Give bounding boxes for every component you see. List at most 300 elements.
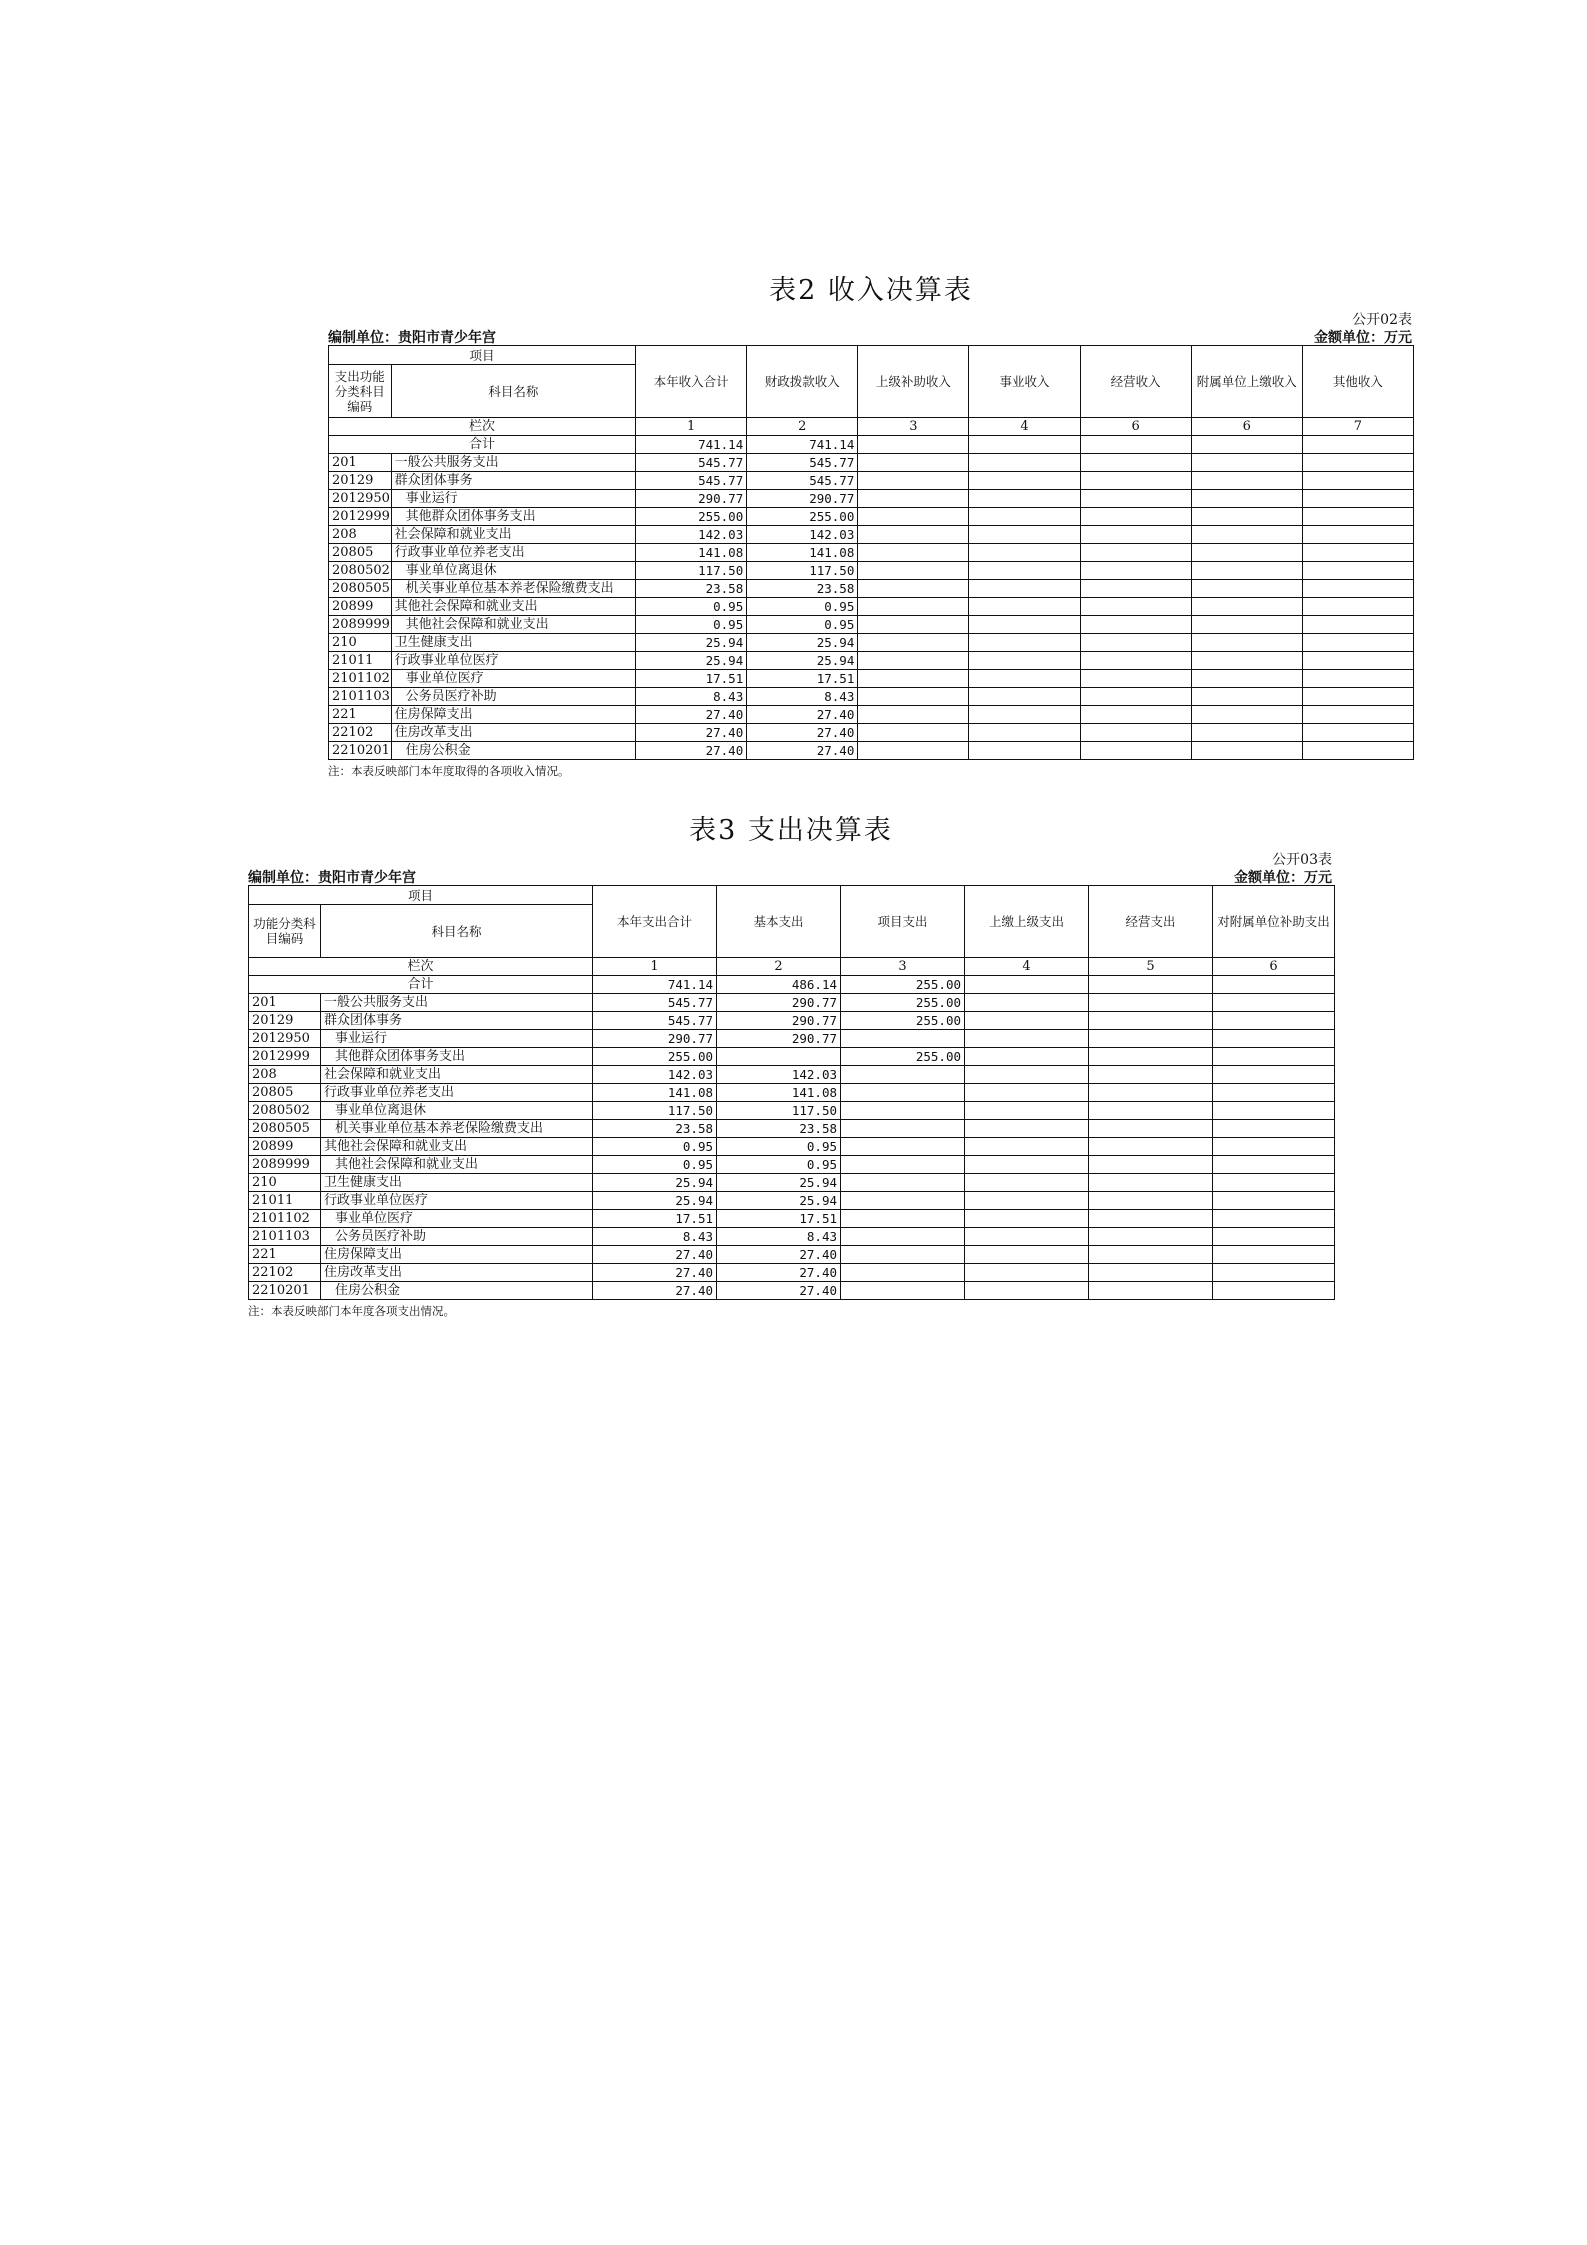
total-cell (1191, 436, 1302, 454)
amount-cell (1213, 1156, 1335, 1174)
subject-name: 事业运行 (391, 490, 635, 508)
amount-cell: 290.77 (636, 490, 747, 508)
amount-cell: 290.77 (593, 1030, 717, 1048)
amount-cell: 0.95 (717, 1138, 841, 1156)
header-code: 支出功能分类科目编码 (329, 365, 392, 418)
table3-header (249, 886, 1335, 994)
subject-code: 20899 (329, 598, 392, 616)
amount-cell: 23.58 (747, 580, 858, 598)
subject-code: 221 (329, 706, 392, 724)
table-row (329, 706, 1414, 724)
expenditure-statement-table3 (248, 808, 1334, 1319)
amount-cell (969, 616, 1080, 634)
amount-cell: 25.94 (747, 634, 858, 652)
header-col-6: 对附属单位补助支出 (1213, 886, 1335, 958)
income-statement-table2 (328, 268, 1414, 779)
subject-name: 其他群众团体事务支出 (321, 1048, 593, 1066)
col-num: 6 (1213, 958, 1335, 976)
amount-cell (1302, 616, 1413, 634)
amount-cell (1302, 454, 1413, 472)
amount-cell (858, 490, 969, 508)
total-cell: 486.14 (717, 976, 841, 994)
lanci-label: 栏次 (249, 958, 593, 976)
table-row (249, 1084, 1335, 1102)
amount-cell (1213, 1210, 1335, 1228)
subject-code: 2080502 (329, 562, 392, 580)
amount-cell: 117.50 (593, 1102, 717, 1120)
amount-cell: 255.00 (747, 508, 858, 526)
amount-cell: 0.95 (747, 598, 858, 616)
amount-cell (965, 1012, 1089, 1030)
amount-cell: 25.94 (717, 1174, 841, 1192)
subject-code: 22102 (249, 1264, 321, 1282)
subject-code: 20899 (249, 1138, 321, 1156)
total-cell (965, 976, 1089, 994)
table-row (329, 454, 1414, 472)
subject-name: 行政事业单位医疗 (391, 652, 635, 670)
subject-name: 群众团体事务 (391, 472, 635, 490)
amount-cell: 545.77 (636, 472, 747, 490)
amount-cell (858, 454, 969, 472)
subject-name: 公务员医疗补助 (391, 688, 635, 706)
table-row (329, 544, 1414, 562)
amount-cell: 25.94 (593, 1192, 717, 1210)
table-row (249, 1102, 1335, 1120)
col-num: 6 (1080, 418, 1191, 436)
header-col-3: 项目支出 (841, 886, 965, 958)
amount-cell: 0.95 (717, 1156, 841, 1174)
amount-cell (1089, 1228, 1213, 1246)
amount-cell (858, 652, 969, 670)
amount-cell (841, 1174, 965, 1192)
table-row (329, 580, 1414, 598)
amount-cell: 545.77 (747, 472, 858, 490)
amount-cell (1191, 454, 1302, 472)
subject-name: 一般公共服务支出 (321, 994, 593, 1012)
amount-cell (1213, 1084, 1335, 1102)
total-cell (1080, 436, 1191, 454)
amount-cell (858, 670, 969, 688)
header-col-6: 附属单位上缴收入 (1191, 346, 1302, 418)
amount-cell: 141.08 (636, 544, 747, 562)
amount-cell (1080, 670, 1191, 688)
table3-grid (248, 885, 1335, 1300)
amount-cell (1213, 1282, 1335, 1300)
amount-cell: 255.00 (841, 994, 965, 1012)
subject-code: 201 (249, 994, 321, 1012)
amount-cell (969, 544, 1080, 562)
amount-cell (1302, 688, 1413, 706)
amount-cell: 142.03 (636, 526, 747, 544)
amount-cell: 545.77 (747, 454, 858, 472)
amount-cell (1191, 562, 1302, 580)
subject-code: 2101103 (249, 1228, 321, 1246)
amount-cell (1089, 994, 1213, 1012)
amount-cell (841, 1030, 965, 1048)
amount-cell (1302, 706, 1413, 724)
amount-cell: 25.94 (593, 1174, 717, 1192)
amount-cell: 141.08 (593, 1084, 717, 1102)
amount-cell (969, 724, 1080, 742)
subject-name: 卫生健康支出 (321, 1174, 593, 1192)
amount-cell (1213, 1066, 1335, 1084)
subject-name: 事业单位离退休 (391, 562, 635, 580)
table-row (249, 1228, 1335, 1246)
amount-cell (1089, 1030, 1213, 1048)
subject-code: 2101102 (329, 670, 392, 688)
amount-cell (1302, 472, 1413, 490)
col-num: 5 (1089, 958, 1213, 976)
amount-cell (965, 1138, 1089, 1156)
subject-code: 2012950 (249, 1030, 321, 1048)
amount-cell: 545.77 (636, 454, 747, 472)
subject-name: 其他社会保障和就业支出 (391, 598, 635, 616)
amount-cell (1213, 1174, 1335, 1192)
amount-cell (1080, 652, 1191, 670)
header-col-3: 上级补助收入 (858, 346, 969, 418)
subject-name: 住房保障支出 (321, 1246, 593, 1264)
amount-cell (858, 580, 969, 598)
table-row (329, 508, 1414, 526)
subject-name: 行政事业单位养老支出 (321, 1084, 593, 1102)
table-row (329, 742, 1414, 760)
table3-unit: 金额单位：万元 (1234, 870, 1332, 886)
amount-cell (1080, 634, 1191, 652)
amount-cell (1213, 1228, 1335, 1246)
amount-cell (1213, 1030, 1335, 1048)
subject-name: 其他社会保障和就业支出 (391, 616, 635, 634)
table-row (249, 1030, 1335, 1048)
table-row (249, 1048, 1335, 1066)
amount-cell (1191, 652, 1302, 670)
subject-name: 住房改革支出 (391, 724, 635, 742)
amount-cell (841, 1120, 965, 1138)
amount-cell (1089, 1174, 1213, 1192)
amount-cell (1191, 724, 1302, 742)
amount-cell (1191, 508, 1302, 526)
amount-cell (1213, 994, 1335, 1012)
col-num: 3 (841, 958, 965, 976)
header-col-5: 经营支出 (1089, 886, 1213, 958)
subject-name: 其他社会保障和就业支出 (321, 1156, 593, 1174)
amount-cell (1089, 1138, 1213, 1156)
table-row (329, 688, 1414, 706)
amount-cell (1080, 742, 1191, 760)
amount-cell (841, 1156, 965, 1174)
amount-cell (969, 562, 1080, 580)
amount-cell (858, 634, 969, 652)
amount-cell (858, 472, 969, 490)
subject-code: 20129 (329, 472, 392, 490)
amount-cell (858, 688, 969, 706)
subject-code: 2080505 (329, 580, 392, 598)
amount-cell (969, 598, 1080, 616)
amount-cell: 290.77 (717, 1012, 841, 1030)
header-col-4: 事业收入 (969, 346, 1080, 418)
subject-name: 公务员医疗补助 (321, 1228, 593, 1246)
header-col-2: 基本支出 (717, 886, 841, 958)
amount-cell (1191, 616, 1302, 634)
amount-cell (1191, 688, 1302, 706)
subject-code: 208 (329, 526, 392, 544)
amount-cell: 17.51 (717, 1210, 841, 1228)
total-cell: 741.14 (747, 436, 858, 454)
amount-cell (841, 1228, 965, 1246)
amount-cell: 27.40 (636, 724, 747, 742)
amount-cell: 27.40 (747, 742, 858, 760)
total-cell (969, 436, 1080, 454)
amount-cell: 8.43 (747, 688, 858, 706)
table3-code: 公开03表 (1272, 852, 1332, 868)
total-cell (1089, 976, 1213, 994)
amount-cell: 23.58 (593, 1120, 717, 1138)
table-row (329, 724, 1414, 742)
header-col-4: 上缴上级支出 (965, 886, 1089, 958)
amount-cell (1089, 1282, 1213, 1300)
subject-name: 事业运行 (321, 1030, 593, 1048)
amount-cell (1213, 1246, 1335, 1264)
amount-cell (1302, 724, 1413, 742)
amount-cell (1089, 1264, 1213, 1282)
subject-name: 行政事业单位养老支出 (391, 544, 635, 562)
amount-cell (1302, 634, 1413, 652)
table-row (249, 1012, 1335, 1030)
amount-cell (969, 526, 1080, 544)
amount-cell (965, 1210, 1089, 1228)
table-row (249, 1120, 1335, 1138)
amount-cell: 117.50 (717, 1102, 841, 1120)
amount-cell (1213, 1138, 1335, 1156)
amount-cell (965, 994, 1089, 1012)
amount-cell: 117.50 (636, 562, 747, 580)
amount-cell (1191, 490, 1302, 508)
amount-cell (1089, 1120, 1213, 1138)
subject-name: 住房改革支出 (321, 1264, 593, 1282)
amount-cell (1191, 580, 1302, 598)
header-col-5: 经营收入 (1080, 346, 1191, 418)
amount-cell (969, 688, 1080, 706)
amount-cell (1080, 526, 1191, 544)
amount-cell (1080, 508, 1191, 526)
amount-cell (1089, 1084, 1213, 1102)
amount-cell (965, 1264, 1089, 1282)
amount-cell (841, 1066, 965, 1084)
amount-cell (841, 1264, 965, 1282)
amount-cell: 142.03 (593, 1066, 717, 1084)
amount-cell (1080, 472, 1191, 490)
amount-cell (965, 1282, 1089, 1300)
subject-name: 事业单位离退休 (321, 1102, 593, 1120)
lanci-label: 栏次 (329, 418, 636, 436)
amount-cell: 290.77 (717, 1030, 841, 1048)
table3-body (249, 994, 1335, 1300)
amount-cell (858, 544, 969, 562)
amount-cell (1191, 472, 1302, 490)
table-row (249, 1246, 1335, 1264)
amount-cell (1089, 1210, 1213, 1228)
col-num: 2 (717, 958, 841, 976)
header-project: 项目 (329, 346, 636, 365)
amount-cell (965, 1066, 1089, 1084)
amount-cell (965, 1030, 1089, 1048)
amount-cell (1080, 724, 1191, 742)
amount-cell (717, 1048, 841, 1066)
table-row (249, 1264, 1335, 1282)
subject-code: 2080505 (249, 1120, 321, 1138)
header-project: 项目 (249, 886, 593, 905)
amount-cell (858, 724, 969, 742)
amount-cell (969, 652, 1080, 670)
amount-cell (965, 1156, 1089, 1174)
amount-cell (1080, 562, 1191, 580)
table-row (249, 1192, 1335, 1210)
amount-cell: 255.00 (841, 1048, 965, 1066)
table-row (329, 526, 1414, 544)
table3-meta (248, 849, 1334, 885)
amount-cell (858, 742, 969, 760)
total-row (329, 436, 1414, 454)
amount-cell (1080, 580, 1191, 598)
amount-cell: 0.95 (636, 598, 747, 616)
amount-cell (1302, 544, 1413, 562)
table3-note: 注：本表反映部门本年度各项支出情况。 (248, 1304, 455, 1318)
col-num: 4 (969, 418, 1080, 436)
amount-cell (1080, 490, 1191, 508)
amount-cell (841, 1246, 965, 1264)
amount-cell (965, 1174, 1089, 1192)
amount-cell (1089, 1246, 1213, 1264)
amount-cell (841, 1192, 965, 1210)
amount-cell: 27.40 (717, 1264, 841, 1282)
amount-cell: 117.50 (747, 562, 858, 580)
table2-meta (328, 309, 1414, 345)
amount-cell: 23.58 (717, 1120, 841, 1138)
subject-code: 210 (249, 1174, 321, 1192)
header-col-1: 本年收入合计 (636, 346, 747, 418)
subject-name: 社会保障和就业支出 (391, 526, 635, 544)
table2-header (329, 346, 1414, 454)
subject-code: 21011 (329, 652, 392, 670)
total-cell: 741.14 (636, 436, 747, 454)
amount-cell: 141.08 (717, 1084, 841, 1102)
total-label: 合计 (329, 436, 636, 454)
total-cell: 741.14 (593, 976, 717, 994)
amount-cell (1191, 742, 1302, 760)
subject-code: 20805 (249, 1084, 321, 1102)
amount-cell: 0.95 (593, 1138, 717, 1156)
amount-cell (841, 1210, 965, 1228)
table-row (329, 472, 1414, 490)
subject-name: 其他社会保障和就业支出 (321, 1138, 593, 1156)
table-row (329, 562, 1414, 580)
amount-cell (841, 1084, 965, 1102)
amount-cell (1213, 1120, 1335, 1138)
amount-cell: 27.40 (717, 1246, 841, 1264)
col-num: 1 (593, 958, 717, 976)
subject-code: 2012950 (329, 490, 392, 508)
header-col-7: 其他收入 (1302, 346, 1413, 418)
total-cell: 255.00 (841, 976, 965, 994)
table-row (329, 634, 1414, 652)
table-row (249, 1174, 1335, 1192)
table-row (249, 1210, 1335, 1228)
table2-body (329, 454, 1414, 760)
amount-cell: 27.40 (593, 1246, 717, 1264)
subject-name: 一般公共服务支出 (391, 454, 635, 472)
subject-name: 社会保障和就业支出 (321, 1066, 593, 1084)
amount-cell (1302, 742, 1413, 760)
amount-cell (1213, 1048, 1335, 1066)
amount-cell: 255.00 (636, 508, 747, 526)
amount-cell (1080, 544, 1191, 562)
subject-name: 机关事业单位基本养老保险缴费支出 (391, 580, 635, 598)
amount-cell (965, 1246, 1089, 1264)
total-label: 合计 (249, 976, 593, 994)
amount-cell: 25.94 (717, 1192, 841, 1210)
subject-name: 卫生健康支出 (391, 634, 635, 652)
amount-cell (1080, 706, 1191, 724)
table-row (329, 598, 1414, 616)
total-cell (1213, 976, 1335, 994)
amount-cell (969, 634, 1080, 652)
table-row (329, 670, 1414, 688)
amount-cell: 27.40 (717, 1282, 841, 1300)
table-row (249, 1282, 1335, 1300)
amount-cell (858, 526, 969, 544)
subject-name: 群众团体事务 (321, 1012, 593, 1030)
amount-cell: 255.00 (841, 1012, 965, 1030)
amount-cell: 8.43 (593, 1228, 717, 1246)
amount-cell: 0.95 (747, 616, 858, 634)
amount-cell: 25.94 (747, 652, 858, 670)
amount-cell (1302, 670, 1413, 688)
amount-cell (1302, 598, 1413, 616)
subject-code: 2012999 (249, 1048, 321, 1066)
subject-code: 2089999 (249, 1156, 321, 1174)
subject-code: 22102 (329, 724, 392, 742)
amount-cell: 17.51 (593, 1210, 717, 1228)
amount-cell: 17.51 (636, 670, 747, 688)
amount-cell: 255.00 (593, 1048, 717, 1066)
subject-code: 208 (249, 1066, 321, 1084)
amount-cell (1213, 1102, 1335, 1120)
amount-cell (969, 454, 1080, 472)
amount-cell (1191, 598, 1302, 616)
amount-cell (1080, 598, 1191, 616)
amount-cell: 0.95 (636, 616, 747, 634)
amount-cell: 25.94 (636, 634, 747, 652)
header-code: 功能分类科目编码 (249, 905, 321, 958)
amount-cell (1191, 544, 1302, 562)
amount-cell: 23.58 (636, 580, 747, 598)
subject-name: 住房保障支出 (391, 706, 635, 724)
subject-code: 2012999 (329, 508, 392, 526)
amount-cell (1089, 1012, 1213, 1030)
amount-cell (965, 1084, 1089, 1102)
subject-code: 2210201 (249, 1282, 321, 1300)
subject-code: 21011 (249, 1192, 321, 1210)
amount-cell: 141.08 (747, 544, 858, 562)
table2-grid (328, 345, 1414, 760)
subject-code: 2080502 (249, 1102, 321, 1120)
subject-name: 事业单位医疗 (391, 670, 635, 688)
amount-cell: 290.77 (747, 490, 858, 508)
subject-code: 2101102 (249, 1210, 321, 1228)
col-num: 2 (747, 418, 858, 436)
subject-name: 其他群众团体事务支出 (391, 508, 635, 526)
amount-cell (1213, 1012, 1335, 1030)
amount-cell: 27.40 (593, 1264, 717, 1282)
